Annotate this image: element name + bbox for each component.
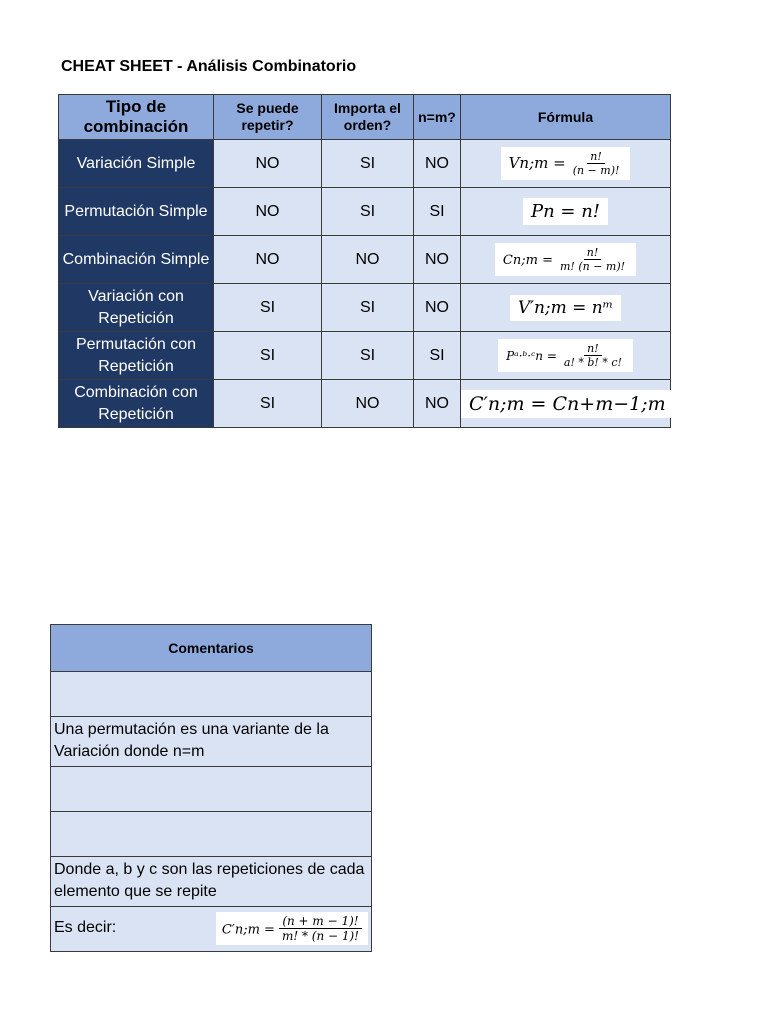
table-row	[59, 332, 671, 380]
formula-lhs: Cn;m =	[502, 253, 553, 268]
header-orden: Importa el orden?	[322, 95, 414, 140]
header-formula: Fórmula	[461, 95, 671, 140]
cell-nm: NO	[414, 140, 461, 188]
comment-row-formula	[51, 906, 372, 951]
cell-orden: SI	[322, 188, 414, 236]
cell-nm: SI	[414, 188, 461, 236]
cell-orden: SI	[322, 332, 414, 380]
cell-repetir: SI	[214, 380, 322, 428]
cell-repetir: SI	[214, 284, 322, 332]
comment-row: Una permutación es una variante de la Variación donde n=m	[51, 717, 372, 767]
header-repetir: Se puede repetir?	[214, 95, 322, 140]
formula-num: n!	[584, 342, 602, 356]
cell-repetir: SI	[214, 332, 322, 380]
formula-lhs: Pᵃ·ᵇ·ᶜn =	[506, 349, 557, 363]
row-name: Variación Simple	[59, 140, 214, 188]
row-name: Variación con Repetición	[59, 284, 214, 332]
table-row	[59, 284, 671, 332]
comments-header: Comentarios	[51, 625, 372, 672]
cell-orden: SI	[322, 284, 414, 332]
header-tipo: Tipo de combinación	[59, 95, 214, 140]
formula-num: n!	[587, 150, 605, 164]
formula-variacion-repeticion	[461, 284, 671, 332]
comment-row	[51, 672, 372, 717]
row-name: Permutación con Repetición	[59, 332, 214, 380]
row-name: Combinación Simple	[59, 236, 214, 284]
formula-num: n!	[584, 246, 602, 260]
cell-orden: NO	[322, 236, 414, 284]
page-title: CHEAT SHEET - Análisis Combinatorio	[61, 58, 357, 75]
formula-den: m! (n − m)!	[559, 260, 626, 273]
formula-text: V′n;m = nᵐ	[510, 295, 621, 321]
formula-den: a! * b! * c!	[563, 356, 622, 369]
cell-nm: NO	[414, 284, 461, 332]
cell-orden: SI	[322, 140, 414, 188]
formula-combinacion-simple	[461, 236, 671, 284]
formula-text: Pn = n!	[523, 198, 608, 225]
comment-label: Es decir:	[54, 919, 117, 937]
comment-row	[51, 766, 372, 811]
cell-nm: SI	[414, 332, 461, 380]
row-name: Combinación con Repetición	[59, 380, 214, 428]
formula-lhs: C′n;m =	[221, 922, 275, 938]
table-row	[59, 140, 671, 188]
cell-nm: NO	[414, 380, 461, 428]
formula-lhs: Vn;m =	[508, 154, 566, 172]
row-name: Permutación Simple	[59, 188, 214, 236]
formula-permutacion-simple	[461, 188, 671, 236]
cell-orden: NO	[322, 380, 414, 428]
comments-table	[50, 624, 372, 952]
combinatorics-table	[58, 94, 671, 428]
cell-repetir: NO	[214, 140, 322, 188]
formula-variacion-simple	[461, 140, 671, 188]
formula-permutacion-repeticion	[461, 332, 671, 380]
table-row	[59, 236, 671, 284]
comment-row: Donde a, b y c son las repeticiones de cada elemento que se repite	[51, 856, 372, 906]
formula-den: (n − m)!	[572, 164, 620, 177]
comment-row	[51, 811, 372, 856]
formula-combinacion-repeticion	[461, 380, 671, 428]
cell-nm: NO	[414, 236, 461, 284]
formula-den: m! * (n − 1)!	[281, 929, 359, 944]
header-nm: n=m?	[414, 95, 461, 140]
formula-text: C′n;m = Cn+m−1;m	[461, 390, 674, 418]
formula-num: (n + m − 1)!	[279, 914, 361, 929]
cell-repetir: NO	[214, 188, 322, 236]
header-row	[59, 95, 671, 140]
table-row	[59, 380, 671, 428]
cell-repetir: NO	[214, 236, 322, 284]
table-row	[59, 188, 671, 236]
